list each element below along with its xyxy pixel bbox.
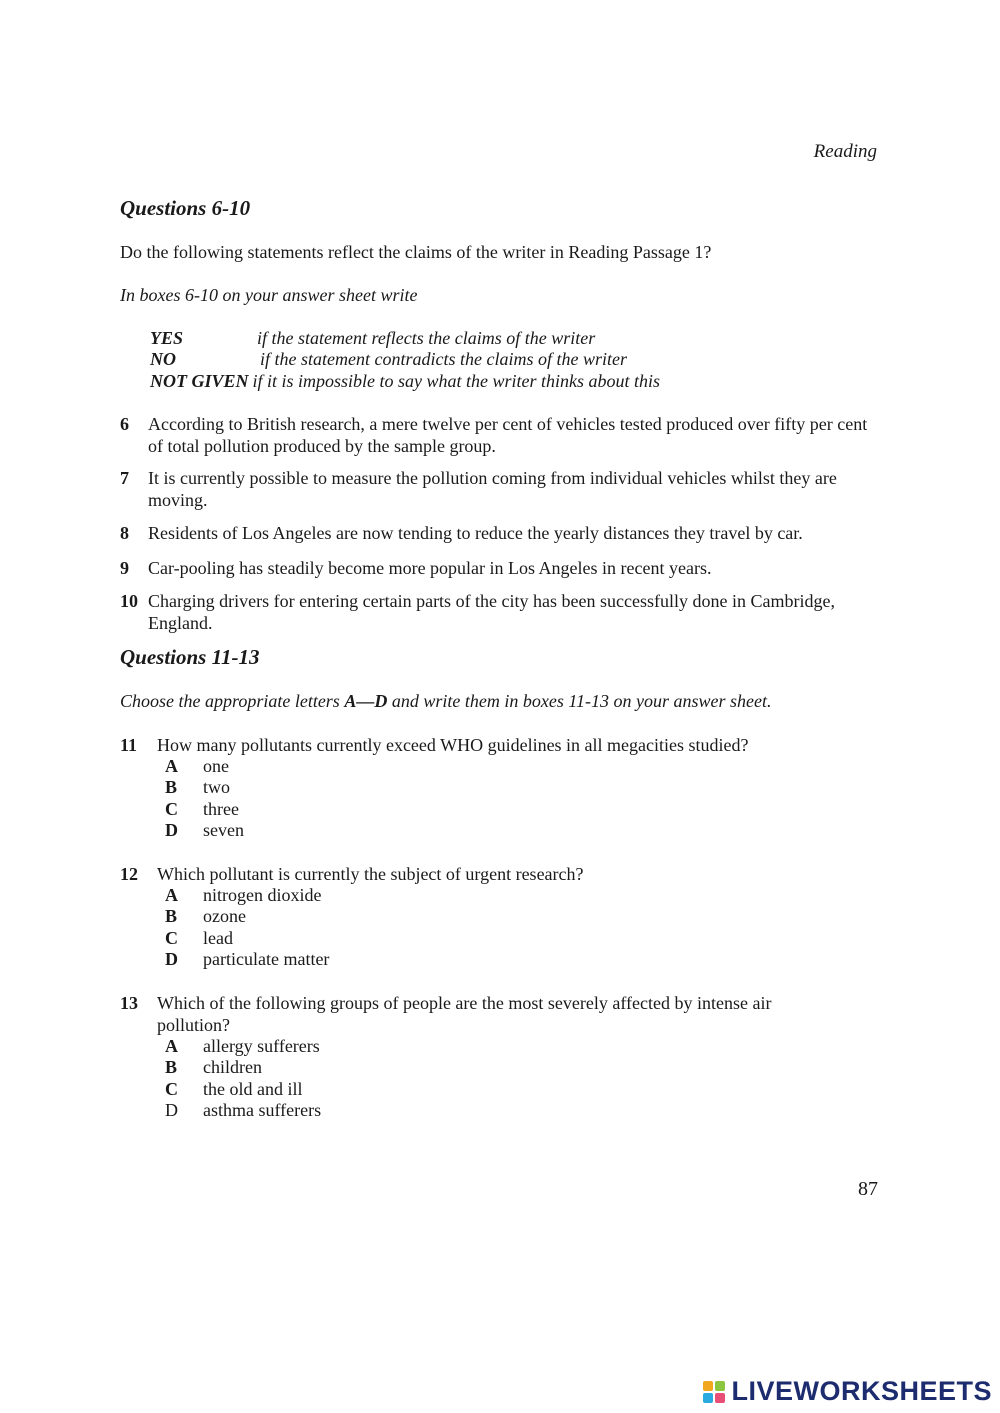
option-text: seven: [203, 819, 244, 840]
answer-sheet-note: In boxes 6-10 on your answer sheet write: [120, 285, 418, 305]
option-letter: C: [165, 798, 178, 819]
instruction-post: and write them in boxes 11-13 on your answer sheet.: [387, 691, 772, 711]
question-text: Which of the following groups of people are the most severely affected by intense air pollution?: [157, 993, 772, 1035]
option-c: [165, 928, 880, 949]
option-text: nitrogen dioxide: [203, 885, 322, 905]
question-text: Car-pooling has steadily become more popular in Los Angeles in recent years.: [148, 558, 712, 578]
liveworksheets-logo[interactable]: [703, 1376, 992, 1407]
option-b: [165, 777, 880, 798]
legend-key: YES: [150, 328, 184, 348]
legend-key: NOT GIVEN: [150, 371, 249, 391]
page-number: 87: [858, 1178, 878, 1200]
option-text: three: [203, 798, 239, 819]
question-text: It is currently possible to measure the pollution coming from individual vehicles whilst they are moving.: [148, 468, 837, 510]
legend-key: NO: [150, 349, 176, 369]
legend-desc: if it is impossible to say what the writer thinks about this: [252, 371, 661, 391]
question-number: 7: [120, 468, 129, 488]
question-number: 12: [120, 864, 138, 884]
option-letter: C: [165, 1078, 178, 1099]
option-a: [165, 756, 880, 777]
option-c: [165, 1079, 880, 1100]
question-9: [120, 557, 880, 579]
instruction-text: Do the following statements reflect the claims of the writer in Reading Passage 1?: [120, 242, 712, 262]
option-letter: B: [165, 777, 178, 798]
question-text: Residents of Los Angeles are now tending to reduce the yearly distances they travel by car.: [148, 523, 803, 543]
option-b: [165, 1057, 880, 1078]
legend-row-not-given: [150, 370, 660, 392]
question-number: 8: [120, 523, 129, 543]
question-10: [120, 590, 880, 634]
option-letter: A: [165, 885, 178, 905]
option-letter: C: [165, 927, 178, 948]
option-d: [165, 949, 880, 970]
question-7: [120, 467, 880, 511]
question-12: [120, 863, 880, 970]
option-letter: A: [165, 1036, 178, 1056]
option-text: asthma sufferers: [203, 1099, 322, 1120]
question-text: According to British research, a mere twelve per cent of vehicles tested produced over fifty per cent of total pollution produced by the sample group.: [148, 414, 868, 456]
instruction-letters: A—D: [344, 691, 388, 711]
question-text: Charging drivers for entering certain parts of the city has been successfully done in Cambridge, England.: [148, 591, 835, 633]
option-c: [165, 799, 880, 820]
option-text: two: [203, 777, 230, 798]
option-text: one: [203, 756, 229, 776]
question-number: 9: [120, 558, 129, 578]
option-text: ozone: [203, 906, 246, 927]
option-letter: D: [165, 948, 178, 969]
question-8: [120, 522, 880, 544]
question-13: [120, 992, 880, 1121]
question-text: Which pollutant is currently the subject of urgent research?: [157, 864, 584, 884]
legend-desc: if the statement reflects the claims of the writer: [257, 328, 596, 348]
question-number: 6: [120, 414, 129, 434]
question-number: 13: [120, 993, 138, 1013]
legend-desc: if the statement contradicts the claims of the writer: [260, 349, 627, 369]
option-text: allergy sufferers: [203, 1036, 320, 1056]
option-b: [165, 906, 880, 927]
option-d: [165, 820, 880, 841]
option-letter: B: [165, 906, 178, 927]
option-letter: B: [165, 1057, 178, 1078]
option-letter: D: [165, 819, 178, 840]
option-text: particulate matter: [203, 948, 330, 969]
option-a: [165, 1036, 880, 1057]
option-text: lead: [203, 927, 233, 948]
option-a: [165, 885, 880, 906]
running-head: Reading: [813, 141, 877, 162]
legend-row-yes: [150, 327, 595, 349]
question-number: 10: [120, 591, 138, 611]
option-letter: A: [165, 756, 178, 776]
mcq-instruction: [120, 690, 771, 712]
option-text: the old and ill: [203, 1078, 303, 1099]
question-number: 11: [120, 735, 138, 755]
logo-wordmark: LIVEWORKSHEETS: [731, 1376, 992, 1406]
question-6: [120, 413, 880, 457]
instruction-pre: Choose the appropriate letters: [120, 691, 345, 711]
question-11: [120, 734, 880, 841]
section-heading-11-13: Questions 11-13: [120, 645, 260, 669]
option-d: [165, 1100, 880, 1121]
logo-icon: [703, 1381, 725, 1403]
legend-row-no: [150, 348, 627, 370]
option-text: children: [203, 1057, 262, 1078]
section-heading-6-10: Questions 6-10: [120, 196, 251, 220]
option-letter: D: [165, 1099, 178, 1120]
question-text: How many pollutants currently exceed WHO guidelines in all megacities studied?: [157, 735, 749, 755]
